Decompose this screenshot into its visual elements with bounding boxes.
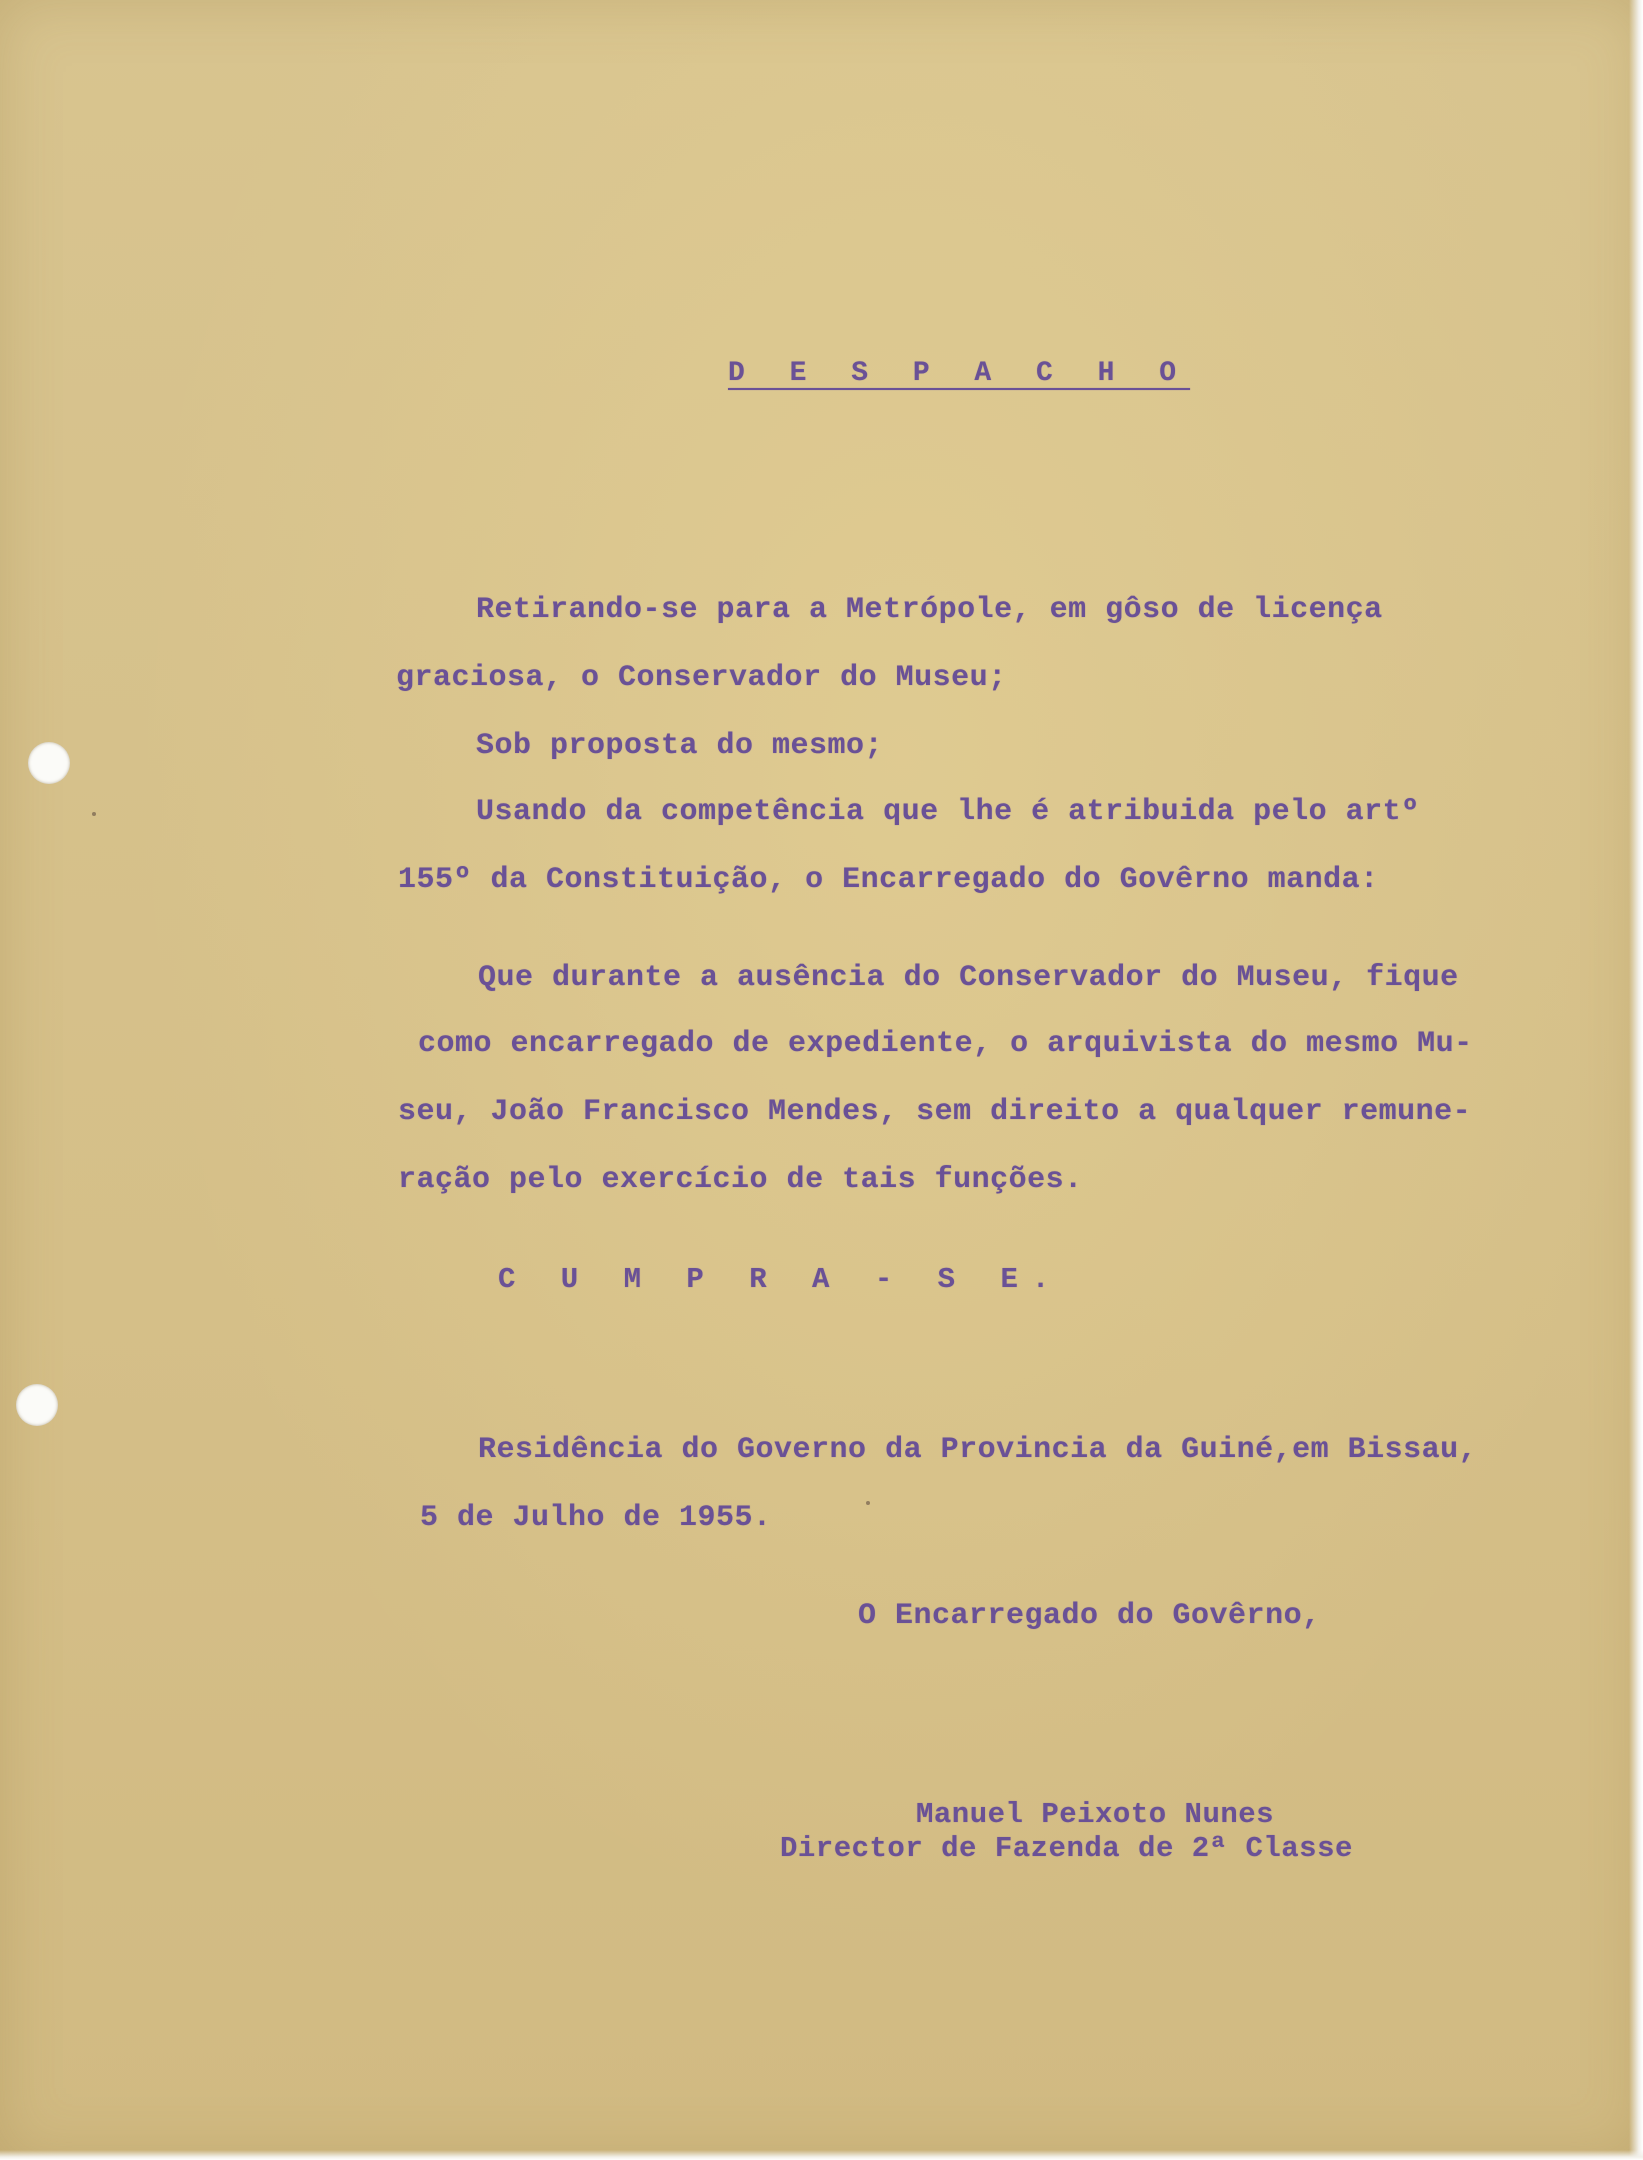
body-line-4: Usando da competência que lhe é atribuida pelo artº bbox=[476, 795, 1420, 829]
body-line-1: Retirando-se para a Metrópole, em gôso de licença bbox=[476, 593, 1383, 627]
cumpra-se: C U M P R A - S E. bbox=[498, 1263, 1064, 1296]
paper-speck bbox=[92, 812, 96, 816]
place-line: Residência do Governo da Provincia da Guiné,em Bissau, bbox=[478, 1433, 1478, 1467]
body-line-8: seu, João Francisco Mendes, sem direito a qualquer remune- bbox=[398, 1095, 1472, 1129]
scan-edge-bottom bbox=[0, 2150, 1643, 2160]
body-line-7: como encarregado de expediente, o arquivista do mesmo Mu- bbox=[418, 1027, 1473, 1061]
closing-line: O Encarregado do Govêrno, bbox=[858, 1599, 1321, 1633]
punch-hole-bottom bbox=[16, 1384, 58, 1426]
body-line-6: Que durante a ausência do Conservador do Museu, fique bbox=[478, 961, 1459, 995]
body-line-9: ração pelo exercício de tais funções. bbox=[398, 1163, 1083, 1197]
body-line-5: 155º da Constituição, o Encarregado do Govêrno manda: bbox=[398, 863, 1379, 897]
scan-edge-right bbox=[1629, 0, 1643, 2160]
date-line: 5 de Julho de 1955. bbox=[420, 1501, 772, 1535]
document-title: D E S P A C H O bbox=[728, 358, 1191, 389]
body-line-2: graciosa, o Conservador do Museu; bbox=[396, 661, 1007, 695]
signatory-title: Director de Fazenda de 2ª Classe bbox=[780, 1832, 1353, 1865]
body-line-3: Sob proposta do mesmo; bbox=[476, 729, 884, 763]
punch-hole-top bbox=[28, 742, 70, 784]
paper-speck bbox=[866, 1501, 870, 1505]
signatory-name: Manuel Peixoto Nunes bbox=[916, 1798, 1275, 1831]
